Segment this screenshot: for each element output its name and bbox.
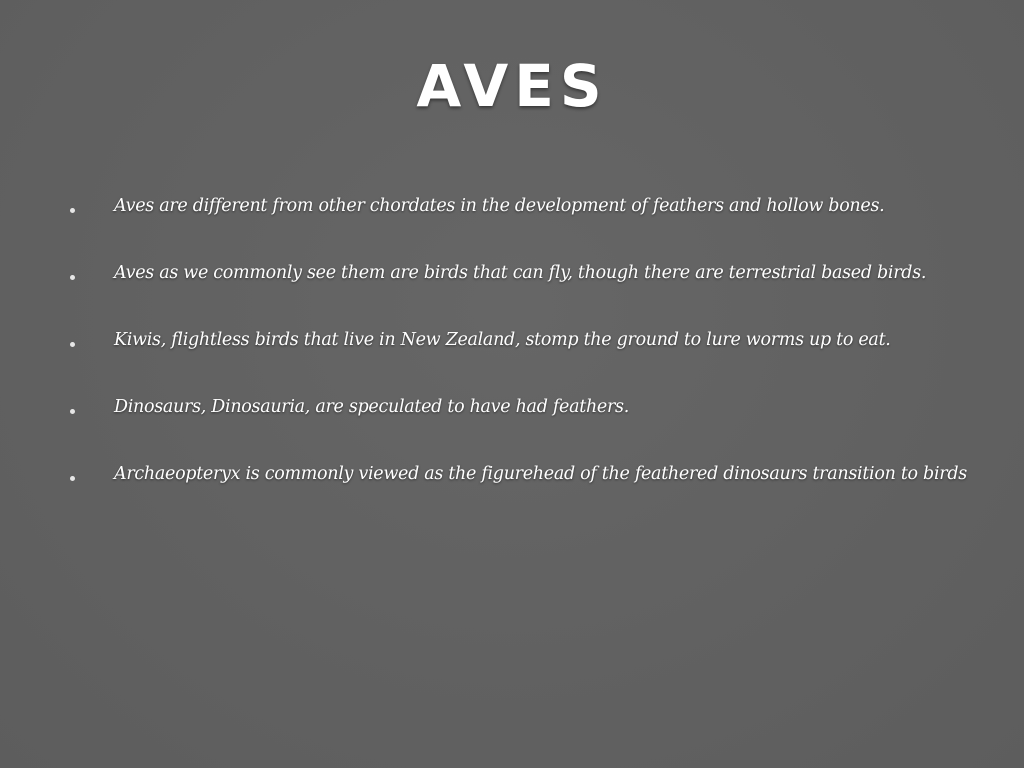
- bullet-text: Aves as we commonly see them are birds that can fly, though there are terrestrial based birds.: [114, 263, 927, 283]
- bullet-list: [0, 196, 1024, 531]
- bullet-dot-icon: [70, 342, 75, 347]
- bullet-text: Dinosaurs, Dinosauria, are speculated to have had feathers.: [114, 397, 629, 417]
- bullet-dot-icon: [70, 208, 75, 213]
- bullet-dot-icon: [70, 275, 75, 280]
- bullet-item: [0, 263, 1024, 330]
- bullet-item: [0, 464, 1024, 531]
- bullet-item: [0, 397, 1024, 464]
- bullet-text: Archaeopteryx is commonly viewed as the figurehead of the feathered dinosaurs transition to birds: [114, 464, 967, 484]
- bullet-item: [0, 330, 1024, 397]
- bullet-text: Aves are different from other chordates in the development of feathers and hollow bones.: [114, 196, 885, 216]
- slide-title: AVES: [416, 52, 608, 120]
- bullet-text: Kiwis, flightless birds that live in New Zealand, stomp the ground to lure worms up to eat.: [114, 330, 891, 350]
- bullet-dot-icon: [70, 409, 75, 414]
- bullet-item: [0, 196, 1024, 263]
- bullet-dot-icon: [70, 476, 75, 481]
